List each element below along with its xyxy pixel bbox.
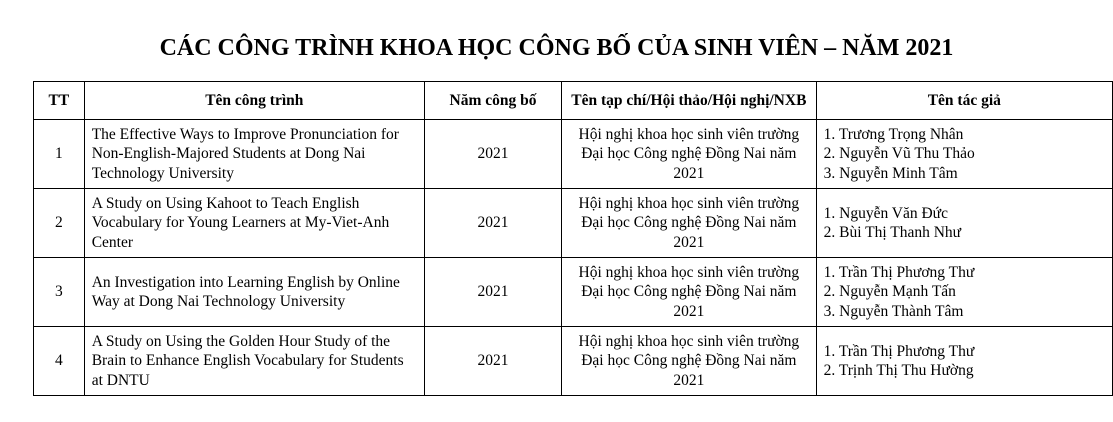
table-row — [34, 120, 1113, 189]
table-row — [34, 189, 1113, 258]
cell-venue: Hội nghị khoa học sinh viên trường Đại học Công nghệ Đồng Nai năm 2021 — [562, 120, 817, 189]
author-name: 3. Nguyễn Thành Tâm — [823, 302, 964, 320]
cell-authors — [816, 327, 1112, 396]
cell-authors — [816, 189, 1112, 258]
cell-tt: 1 — [34, 120, 85, 189]
cell-year: 2021 — [424, 327, 561, 396]
header-title: Tên công trình — [84, 82, 424, 120]
cell-title: The Effective Ways to Improve Pronunciation for Non-English-Majored Students at Dong Nai Technology University — [84, 120, 424, 189]
table-header-row — [34, 82, 1113, 120]
header-year: Năm công bố — [424, 82, 561, 120]
author-name: 1. Trương Trọng Nhân — [823, 125, 964, 143]
publications-table — [33, 81, 1113, 396]
cell-title: An Investigation into Learning English by Online Way at Dong Nai Technology University — [84, 258, 424, 327]
header-venue: Tên tạp chí/Hội thảo/Hội nghị/NXB — [562, 82, 817, 120]
author-name: 1. Trần Thị Phương Thư — [823, 342, 975, 360]
author-name: 3. Nguyễn Minh Tâm — [823, 164, 958, 182]
author-name: 1. Nguyễn Văn Đức — [823, 204, 948, 222]
author-name: 2. Nguyễn Mạnh Tấn — [823, 283, 956, 301]
table-row — [34, 258, 1113, 327]
cell-authors — [816, 120, 1112, 189]
header-authors: Tên tác giả — [816, 82, 1112, 120]
header-tt: TT — [34, 82, 85, 120]
cell-authors — [816, 258, 1112, 327]
cell-year: 2021 — [424, 189, 561, 258]
author-name: 2. Bùi Thị Thanh Như — [823, 224, 962, 241]
cell-tt: 3 — [34, 258, 85, 327]
author-name: 2. Trịnh Thị Thu Hường — [823, 362, 974, 379]
page-title: CÁC CÔNG TRÌNH KHOA HỌC CÔNG BỐ CỦA SINH VIÊN – NĂM 2021 — [159, 35, 954, 61]
cell-title: A Study on Using Kahoot to Teach English Vocabulary for Young Learners at My-Viet-Anh Center — [84, 189, 424, 258]
table-row — [34, 327, 1113, 396]
cell-venue: Hội nghị khoa học sinh viên trường Đại học Công nghệ Đồng Nai năm 2021 — [562, 189, 817, 258]
cell-tt: 4 — [34, 327, 85, 396]
cell-venue: Hội nghị khoa học sinh viên trường Đại học Công nghệ Đồng Nai năm 2021 — [562, 258, 817, 327]
cell-year: 2021 — [424, 258, 561, 327]
cell-tt: 2 — [34, 189, 85, 258]
cell-title: A Study on Using the Golden Hour Study of the Brain to Enhance English Vocabulary for Students at DNTU — [84, 327, 424, 396]
cell-year: 2021 — [424, 120, 561, 189]
cell-venue: Hội nghị khoa học sinh viên trường Đại học Công nghệ Đồng Nai năm 2021 — [562, 327, 817, 396]
author-name: 1. Trần Thị Phương Thư — [823, 263, 975, 281]
author-name: 2. Nguyễn Vũ Thu Thảo — [823, 145, 975, 163]
